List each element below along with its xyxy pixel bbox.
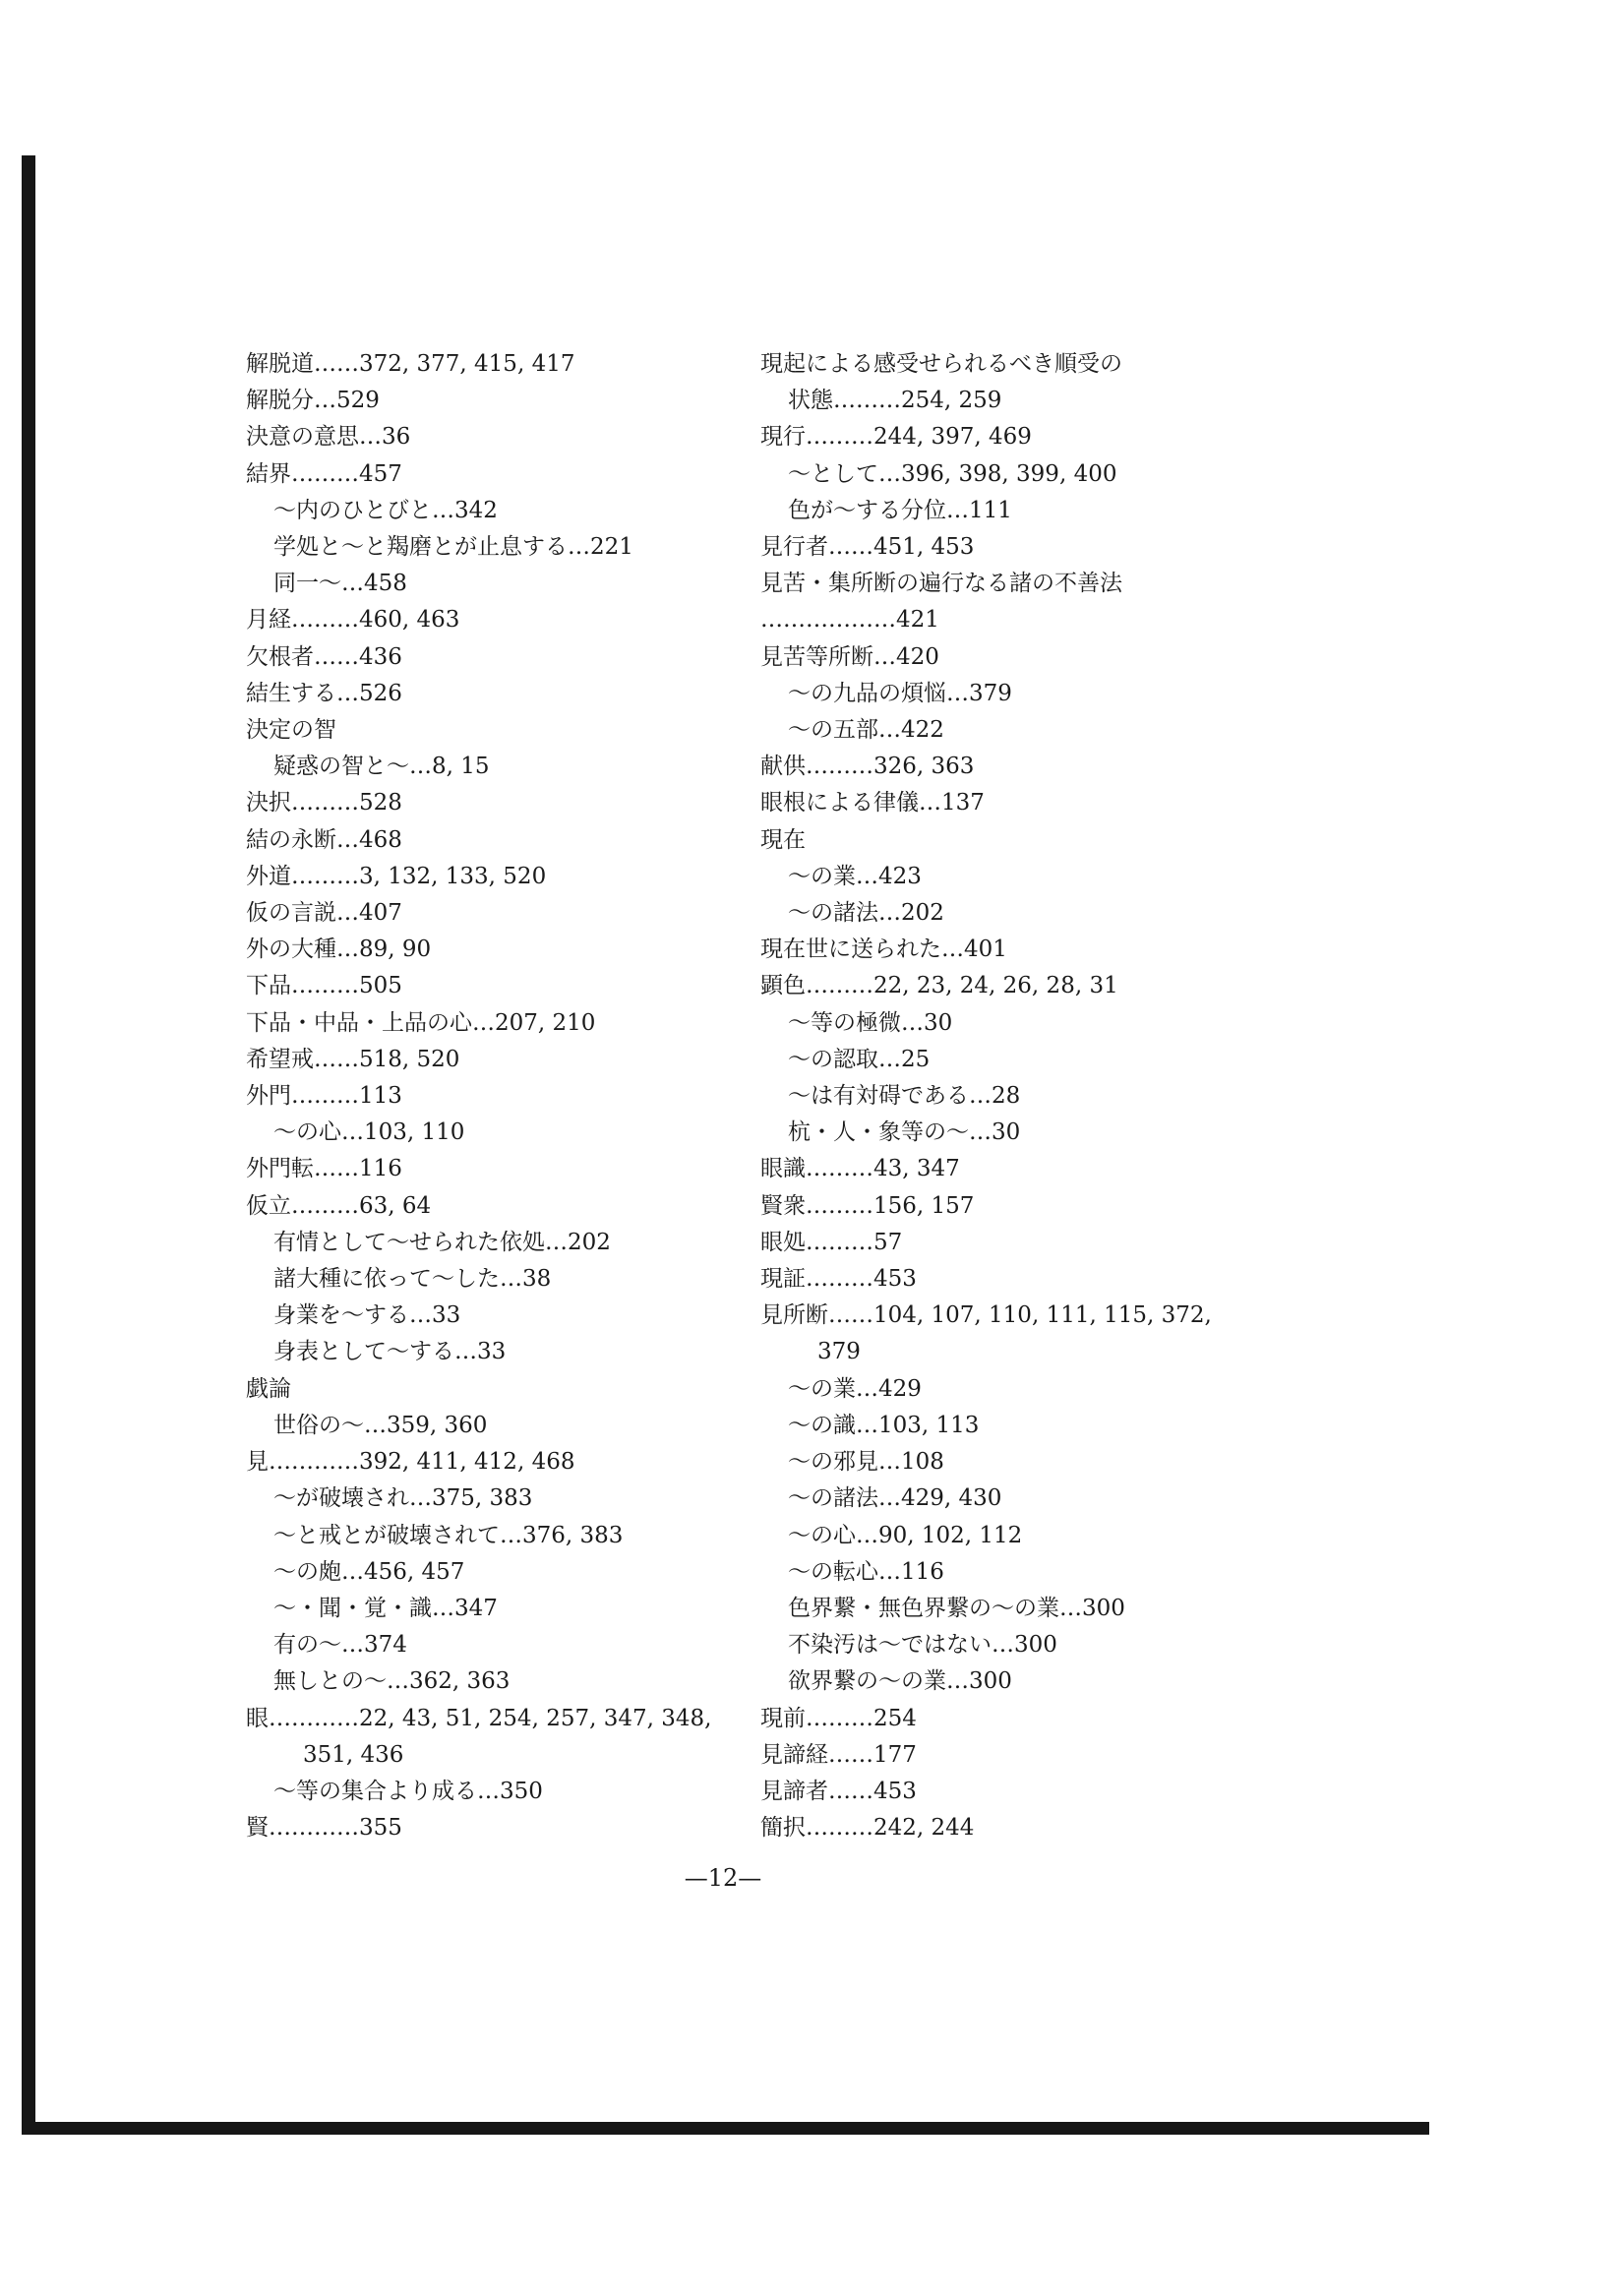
index-subentry: 学処と〜と羯磨とが止息する…221 (273, 534, 633, 561)
page-number: —12— (684, 1864, 762, 1892)
index-entry: 眼処………57 (760, 1229, 903, 1255)
index-entry: 希望戒……518, 520 (246, 1046, 460, 1072)
index-entry: 決定の智 (246, 717, 336, 744)
index-entry: 月経………460, 463 (246, 607, 460, 634)
index-subentry: 状態………254, 259 (788, 388, 1002, 414)
index-subentry: 〜の五部…422 (788, 717, 944, 744)
index-entry: 現起による感受せられるべき順受の (760, 351, 1122, 377)
index-subentry: 欲界繋の〜の業…300 (788, 1668, 1012, 1695)
index-entry: 見…………392, 411, 412, 468 (246, 1449, 575, 1476)
index-subentry: 〜の九品の煩悩…379 (788, 680, 1012, 706)
index-subentry: 〜内のひとびと…342 (273, 497, 498, 523)
index-entry: 賢…………355 (246, 1815, 402, 1842)
index-entry: 顕色………22, 23, 24, 26, 28, 31 (760, 973, 1118, 999)
index-entry: 結の永断…468 (246, 826, 402, 853)
index-subentry: 世俗の〜…359, 360 (273, 1412, 488, 1438)
index-entry: 下品・中品・上品の心…207, 210 (246, 1009, 596, 1036)
index-subentry: 〜の諸法…429, 430 (788, 1485, 1002, 1512)
index-subentry: 〜の転心…116 (788, 1558, 944, 1585)
index-subentry: 〜の邪見…108 (788, 1449, 944, 1476)
index-entry: 戯論 (246, 1375, 291, 1402)
index-subentry: 〜の業…423 (788, 863, 922, 889)
index-entry: 外門………113 (246, 1083, 402, 1110)
index-subentry: 〜と戒とが破壊されて…376, 383 (273, 1522, 624, 1548)
index-entry: 見所断……104, 107, 110, 111, 115, 372, (760, 1302, 1212, 1329)
index-entry: 仮立………63, 64 (246, 1192, 432, 1219)
index-subentry: 同一〜…458 (273, 571, 407, 597)
index-subentry: 色が〜する分位…111 (788, 497, 1012, 523)
index-subentry: 身表として〜する…33 (273, 1339, 507, 1365)
index-entry: 結界………457 (246, 460, 402, 487)
index-column-left (246, 346, 757, 1846)
index-entry: 見行者……451, 453 (760, 534, 975, 561)
index-subentry: 有の〜…374 (273, 1632, 407, 1659)
index-entry: 現在世に送られた…401 (760, 937, 1007, 963)
index-entry: 現在 (760, 826, 806, 853)
index-entry: 下品………505 (246, 973, 402, 999)
index-subentry: 351, 436 (303, 1741, 404, 1768)
index-entry: 解脱分…529 (246, 388, 380, 414)
index-subentry: 〜の認取…25 (788, 1046, 931, 1072)
index-entry: 眼識………43, 347 (760, 1156, 960, 1182)
index-subentry: 〜の業…429 (788, 1375, 922, 1402)
index-entry: 賢衆………156, 157 (760, 1192, 975, 1219)
index-subentry: 〜・聞・覚・識…347 (273, 1595, 498, 1621)
index-subentry: 疑惑の智と〜…8, 15 (273, 754, 490, 780)
index-subentry: 色界繋・無色界繋の〜の業…300 (788, 1595, 1125, 1621)
index-entry: 外道………3, 132, 133, 520 (246, 863, 547, 889)
index-entry: 眼根による律儀…137 (760, 790, 985, 816)
scan-bottom-border (22, 2122, 1429, 2135)
index-entry: 献供………326, 363 (760, 754, 975, 780)
index-entry: 簡択………242, 244 (760, 1815, 975, 1842)
index-entry: 現前………254 (760, 1705, 917, 1731)
index-entry: 現証………453 (760, 1266, 917, 1293)
index-subentry: 〜として…396, 398, 399, 400 (788, 460, 1117, 487)
index-entry: 見苦等所断…420 (760, 643, 939, 670)
index-subentry: 〜の心…90, 102, 112 (788, 1522, 1023, 1548)
index-subentry: 杭・人・象等の〜…30 (788, 1119, 1021, 1146)
index-subentry: 有情として〜せられた依処…202 (273, 1229, 611, 1255)
index-subentry: 無しとの〜…362, 363 (273, 1668, 511, 1695)
index-subentry: 身業を〜する…33 (273, 1302, 461, 1329)
index-entry: 眼…………22, 43, 51, 254, 257, 347, 348, (246, 1705, 712, 1731)
index-subentry: 〜の識…103, 113 (788, 1412, 980, 1438)
index-column-right (760, 346, 1272, 1846)
index-subentry: 〜の諸法…202 (788, 900, 944, 927)
index-subentry: 不染汚は〜ではない…300 (788, 1632, 1057, 1659)
index-entry: 仮の言説…407 (246, 900, 402, 927)
index-subentry: 〜等の極微…30 (788, 1009, 953, 1036)
index-subentry: 〜の心…103, 110 (273, 1119, 465, 1146)
scan-left-border (22, 155, 35, 2128)
index-subentry: 〜は有対碍である…28 (788, 1083, 1021, 1110)
index-subentry: 〜等の集合より成る…350 (273, 1778, 543, 1804)
index-entry: 見諦経……177 (760, 1741, 917, 1768)
index-entry: 決意の意思…36 (246, 424, 411, 451)
index-entry: 結生する…526 (246, 680, 402, 706)
index-entry: 欠根者……436 (246, 643, 402, 670)
index-entry: ………………421 (760, 607, 939, 634)
index-entry: 見諦者……453 (760, 1778, 917, 1804)
index-entry: 解脱道……372, 377, 415, 417 (246, 351, 575, 377)
index-entry: 外門転……116 (246, 1156, 402, 1182)
index-entry: 外の大種…89, 90 (246, 937, 432, 963)
index-subentry: 諸大種に依って〜した…38 (273, 1266, 552, 1293)
index-entry: 見苦・集所断の遍行なる諸の不善法 (760, 571, 1122, 597)
index-entry: 現行………244, 397, 469 (760, 424, 1032, 451)
index-subentry: 379 (817, 1339, 861, 1365)
index-subentry: 〜が破壊され…375, 383 (273, 1485, 533, 1512)
index-entry: 決択………528 (246, 790, 402, 816)
index-subentry: 〜の皰…456, 457 (273, 1558, 465, 1585)
